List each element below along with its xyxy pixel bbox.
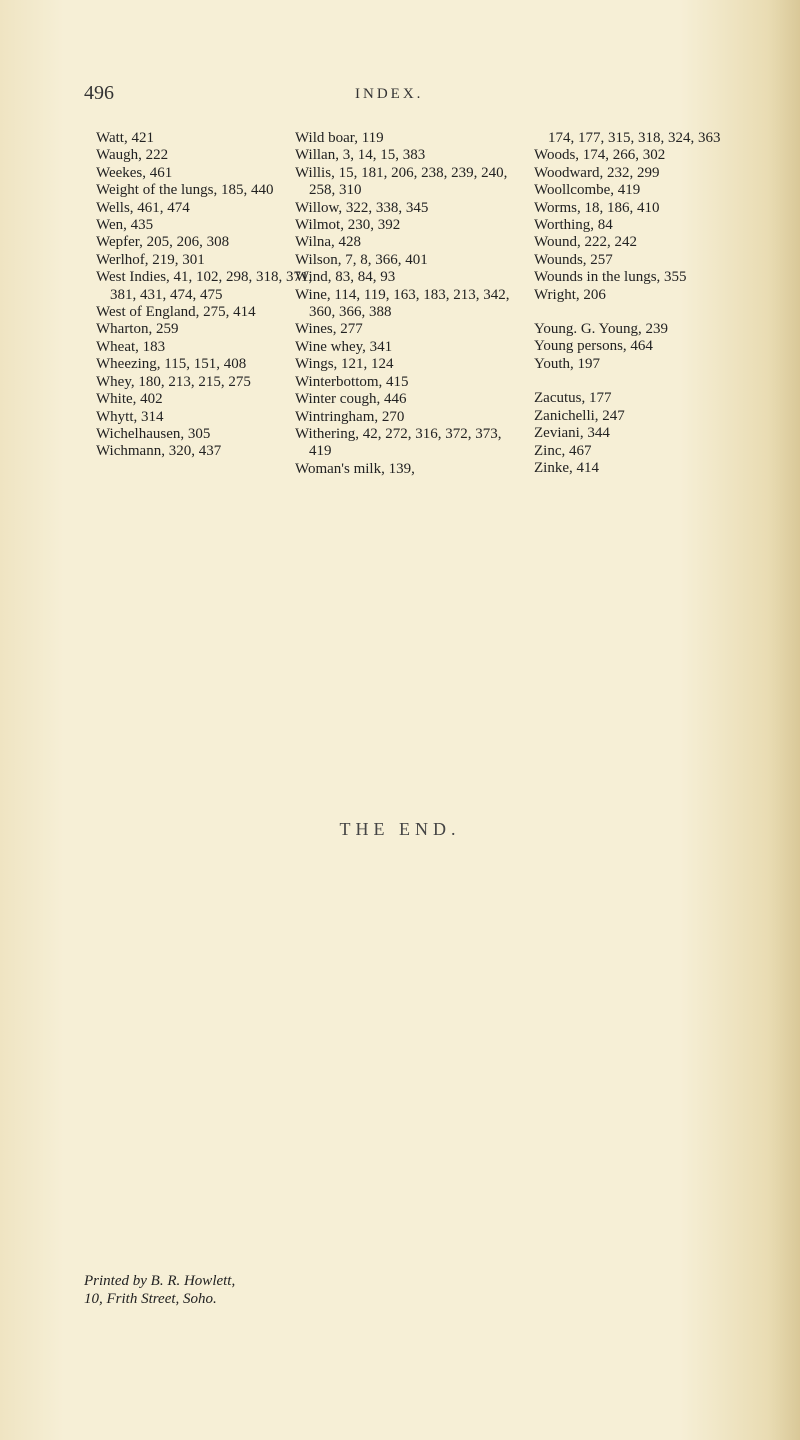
index-entry: Wintringham, 270 — [295, 408, 405, 425]
index-entry: Zeviani, 344 — [534, 425, 610, 442]
index-column-2 — [295, 130, 525, 478]
index-entry: Wild boar, 119 — [295, 130, 384, 146]
index-entry: Worms, 18, 186, 410 — [534, 199, 660, 216]
index-entry: Willow, 322, 338, 345 — [295, 199, 429, 216]
index-entry: Zinke, 414 — [534, 459, 599, 476]
index-entry: Wichelhausen, 305 — [96, 425, 211, 442]
index-entry: Wounds in the lungs, 355 — [534, 269, 687, 286]
printer-imprint — [84, 1272, 235, 1308]
index-entry: Wings, 121, 124 — [295, 356, 394, 373]
index-entry: Woods, 174, 266, 302 — [534, 147, 666, 164]
imprint-line-address: 10, Frith Street, Soho. — [84, 1291, 217, 1307]
index-column-3 — [534, 130, 764, 477]
index-entry: Wine, 114, 119, 163, 183, 213, 342, 360, 366, 388 — [295, 286, 510, 321]
index-entry: Waugh, 222 — [96, 147, 169, 164]
index-entry: Wells, 461, 474 — [96, 199, 190, 216]
imprint-line-printer: Printed by B. R. Howlett, — [84, 1273, 236, 1289]
index-entry: White, 402 — [96, 391, 163, 408]
running-head: INDEX. — [355, 86, 424, 102]
index-entry: Wichmann, 320, 437 — [96, 443, 222, 460]
index-entry: 174, 177, 315, 318, 324, 363 — [548, 130, 721, 146]
index-entry: Wheat, 183 — [96, 338, 166, 355]
index-entry: Wharton, 259 — [96, 321, 179, 338]
index-entry: Wind, 83, 84, 93 — [295, 269, 396, 286]
index-entry: Weekes, 461 — [96, 164, 173, 181]
index-entry: Young. G. Young, 239 — [534, 321, 668, 338]
the-end-heading: THE END. — [339, 819, 461, 839]
index-entry: Wilmot, 230, 392 — [295, 217, 401, 234]
index-entry: Wounds, 257 — [534, 251, 613, 268]
index-entry: Withering, 42, 272, 316, 372, 373, 419 — [295, 425, 502, 460]
index-entry: Whey, 180, 213, 215, 275 — [96, 373, 251, 390]
index-entry: Whytt, 314 — [96, 408, 164, 425]
index-entry: Winter cough, 446 — [295, 391, 407, 408]
index-entry: Zanichelli, 247 — [534, 407, 625, 424]
index-entry: Worthing, 84 — [534, 217, 613, 234]
index-entry: West Indies, 41, 102, 298, 318, 371, 381, 431, 474, 475 — [96, 269, 313, 303]
index-column-1 — [96, 130, 326, 461]
index-entry: Wen, 435 — [96, 217, 154, 234]
index-entry: Wines, 277 — [295, 321, 363, 338]
index-entry: Young persons, 464 — [534, 338, 653, 355]
index-entry: Wepfer, 205, 206, 308 — [96, 234, 230, 251]
index-entry: Werlhof, 219, 301 — [96, 251, 205, 268]
index-entry: Watt, 421 — [96, 130, 154, 146]
index-entry: Willan, 3, 14, 15, 383 — [295, 147, 426, 164]
index-entry: Youth, 197 — [534, 355, 600, 372]
index-entry: Zinc, 467 — [534, 442, 592, 459]
index-entry: Zacutus, 177 — [534, 390, 612, 407]
index-entry: Wilson, 7, 8, 366, 401 — [295, 251, 428, 268]
index-entry: Wheezing, 115, 151, 408 — [96, 356, 247, 373]
index-entry: Wilna, 428 — [295, 234, 362, 251]
index-entry: Woman's milk, 139, — [295, 460, 415, 477]
page-number: 496 — [84, 82, 114, 104]
index-entry: Wine whey, 341 — [295, 338, 393, 355]
index-entry: West of England, 275, 414 — [96, 304, 256, 321]
index-entry: Woodward, 232, 299 — [534, 164, 660, 181]
index-entry: Winterbottom, 415 — [295, 373, 409, 390]
index-entry: Woollcombe, 419 — [534, 182, 641, 199]
index-entry: Willis, 15, 181, 206, 238, 239, 240, 258, 310 — [295, 164, 508, 199]
index-entry: Wound, 222, 242 — [534, 234, 637, 251]
index-entry: Wright, 206 — [534, 286, 606, 303]
index-entry: Weight of the lungs, 185, 440 — [96, 182, 274, 199]
